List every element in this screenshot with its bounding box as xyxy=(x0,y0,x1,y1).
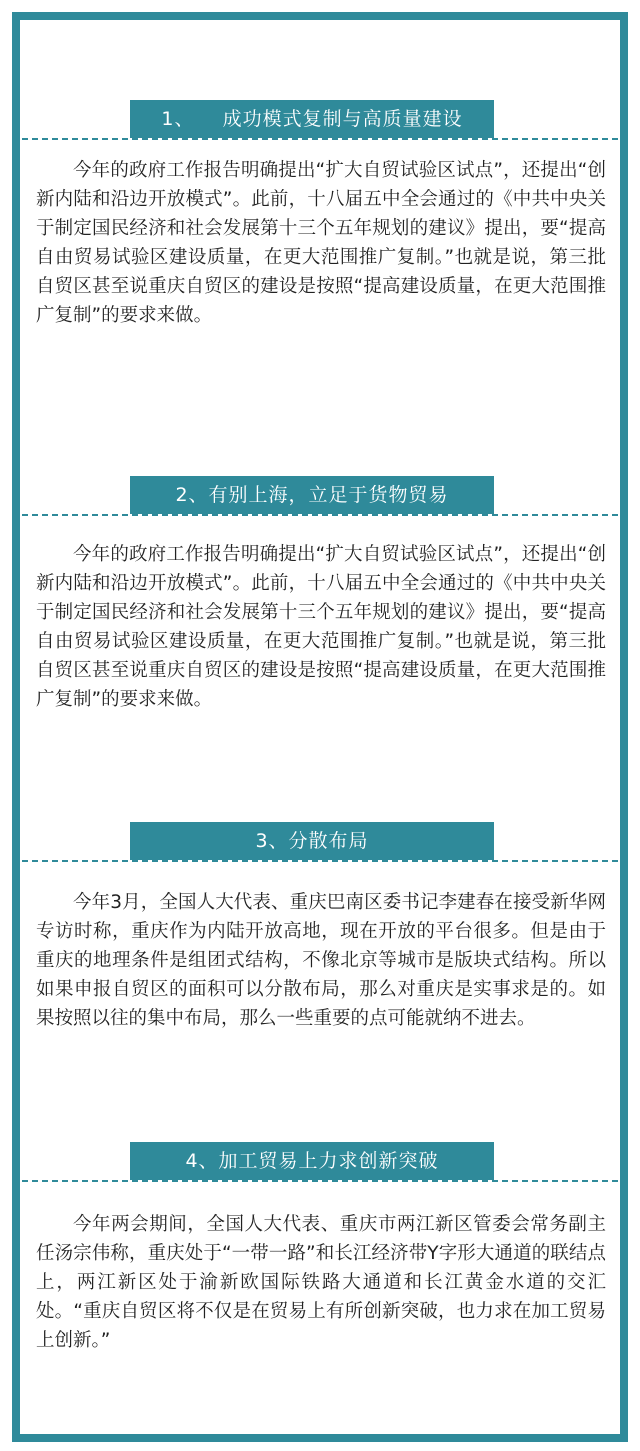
section-divider-1 xyxy=(12,138,628,140)
section-divider-3 xyxy=(12,860,628,862)
section-body-1: 今年的政府工作报告明确提出“扩大自贸试验区试点”，还提出“创新内陆和沿边开放模式”。此前，十八届五中全会通过的《中共中央关于制定国民经济和社会发展第十三个五年规划的建议》提出，要“提高自由贸易试验区建设质量，在更大范围推广复制。”也就是说，第三批自贸区甚至说重庆自贸区的建设是按照“提高建设质量，在更大范围推广复制”的要求来做。 xyxy=(36,160,606,326)
section-body-2: 今年的政府工作报告明确提出“扩大自贸试验区试点”，还提出“创新内陆和沿边开放模式”。此前，十八届五中全会通过的《中共中央关于制定国民经济和社会发展第十三个五年规划的建议》提出，要“提高自由贸易试验区建设质量，在更大范围推广复制。”也就是说，第三批自贸区甚至说重庆自贸区的建设是按照“提高建设质量，在更大范围推广复制”的要求来做。 xyxy=(36,544,606,710)
section-heading-2: 2、有别上海，立足于货物贸易 xyxy=(130,476,494,514)
section-body-4: 今年两会期间，全国人大代表、重庆市两江新区管委会常务副主任汤宗伟称，重庆处于“一带一路”和长江经济带Y字形大通道的联结点上，两江新区处于渝新欧国际铁路大通道和长江黄金水道的交汇处。“重庆自贸区将不仅是在贸易上有所创新突破，也力求在加工贸易上创新。” xyxy=(36,1214,606,1351)
section-heading-4: 4、加工贸易上力求创新突破 xyxy=(130,1142,494,1180)
section-body-3: 今年3月，全国人大代表、重庆巴南区委书记李建春在接受新华网专访时称，重庆作为内陆开放高地，现在开放的平台很多。但是由于重庆的地理条件是组团式结构，不像北京等城市是版块式结构。所以如果申报自贸区的面积可以分散布局，那么对重庆是实事求是的。如果按照以往的集中布局，那么一些重要的点可能就纳不进去。 xyxy=(36,892,606,1029)
section-divider-2 xyxy=(12,514,628,516)
section-heading-3: 3、分散布局 xyxy=(130,822,494,860)
section-heading-1: 1、 成功模式复制与高质量建设 xyxy=(130,100,494,138)
section-divider-4 xyxy=(12,1180,628,1182)
